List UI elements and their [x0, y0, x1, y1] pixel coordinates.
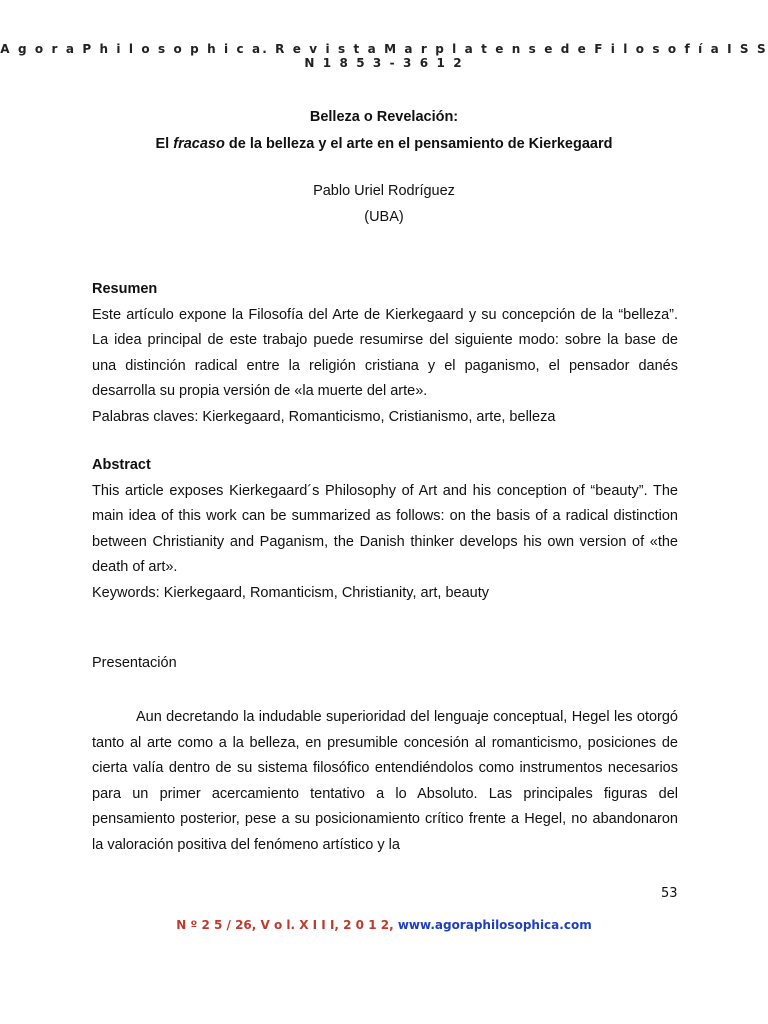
author-name: Pablo Uriel Rodríguez [313, 183, 455, 199]
abstract-section [92, 453, 678, 606]
abstract-text: This article exposes Kierkegaard´s Philosophy of Art and his conception of “beauty”. The main idea of this work can be summarized as follows: on the basis of a radical distinction between Christianity and Paganism, the Danish thinker develops his own version of «the death of art». [92, 482, 678, 575]
resumen-section [92, 277, 678, 430]
resumen-text: Este artículo expone la Filosofía del Arte de Kierkegaard y su concepción de la “belleza”. La idea principal de este trabajo puede resumirse del siguiente modo: sobre la base de una distinción radical entre la religión cristiana y el paganismo, el pensador danés desarrolla su propia versión de «la muerte del arte». [92, 306, 678, 399]
title-line-2: El fracaso de la belleza y el arte en el pensamiento de Kierkegaard [155, 136, 613, 152]
footer-link[interactable]: www.agoraphilosophica.com [397, 918, 592, 932]
author-block [0, 178, 768, 230]
abstract-heading: Abstract [92, 457, 151, 473]
title-italic-word: fracaso [173, 136, 225, 152]
footer-issue: N º 2 5 / 26, V o l. X I I I, 2 0 1 2, [176, 918, 398, 932]
resumen-heading: Resumen [92, 281, 158, 297]
page-number: 53 [661, 886, 678, 901]
resumen-keywords: Palabras claves: Kierkegaard, Romanticismo, Cristianismo, arte, belleza [92, 408, 556, 425]
title-line-1: Belleza o Revelación: [309, 109, 459, 125]
presentacion-heading: Presentación [92, 655, 177, 671]
abstract-keywords: Keywords: Kierkegaard, Romanticism, Christianity, art, beauty [92, 584, 490, 601]
article-title [0, 104, 768, 158]
footer [0, 918, 768, 932]
body-paragraph: Aun decretando la indudable superioridad del lenguaje conceptual, Hegel les otorgó tanto al arte como a la belleza, en presumible concesión al romanticismo, posiciones de cierta valía dentro de su sistema filosófico entendiéndolos como instrumentos necesarios para un primer acercamiento tentativo a lo Absoluto. Las principales figuras del pensamiento posterior, pese a su posicionamiento crítico frente a Hegel, no abandonaron la valoración positiva del fenómeno artístico y la [92, 709, 678, 853]
running-header: A g o r a P h i l o s o p h i c a. R e v i s t a M a r p l a t e n s e d e F i l o s o f í a I S S N 1 8 5 3 - 3 6 1 2 [0, 42, 768, 70]
author-affiliation: (UBA) [364, 209, 404, 225]
